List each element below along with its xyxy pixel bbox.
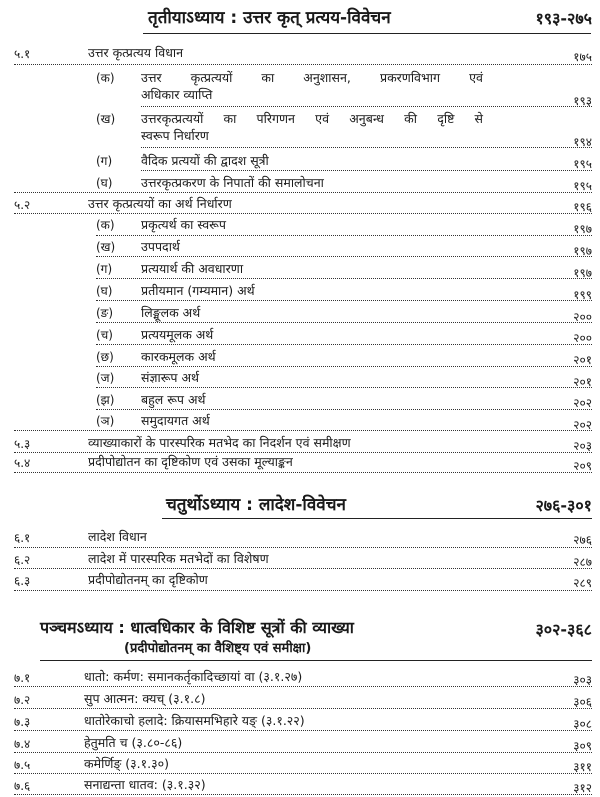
leader-line [96,387,592,388]
section-number: ६.१ [14,531,31,545]
page-number: २७६ [573,533,592,547]
subsection-label: (झ) [96,393,115,407]
subsection-label: (ख) [96,112,116,126]
leader-line [14,590,592,591]
subsection-label: (च) [96,328,113,342]
page-number: २०२ [573,396,592,410]
subsection-label: (घ) [96,284,113,298]
chapter-underline [40,660,592,661]
leader-line [14,568,592,569]
section-title: प्रदीपोद्योतनम् का दृष्टिकोण [88,572,208,587]
page-number: १९४ [573,135,592,149]
section-number: ७.६ [14,779,31,793]
leader-line [96,256,592,257]
subsection-label: (क) [96,218,115,232]
page-number: ३०८ [573,717,592,731]
page-number: १७५ [573,50,592,64]
leader-line [96,322,592,323]
page-number: ३११ [573,760,592,774]
leader-line [14,686,592,687]
section-title: उत्तर कृत्प्रत्यय विधान [88,45,184,60]
page-number: १९७ [573,266,592,280]
page-number: २८९ [573,576,592,590]
subsection-title: प्रत्ययमूलक अर्थ [141,327,214,342]
leader-line [96,235,592,236]
page-number: १९६ [573,200,592,214]
section-number: ५.४ [14,456,31,470]
section-title: कमेर्णिङ् (३.१.३०) [84,756,169,771]
leader-line [14,213,592,214]
page-number: २०२ [573,418,592,432]
section-number: ५.१ [14,47,31,61]
section-title: सुप आत्मन: क्यच् (३.१.८) [84,691,206,706]
section-title: धातो: कर्मण: समानकर्तृकादिच्छायां वा (३.१.२७) [84,669,303,684]
section-number: ७.३ [14,715,31,729]
section-title: लादेश में पारस्परिक मतभेदों का विशेषण [88,551,269,566]
subsection-title-cont: स्वरूप निर्धारण [141,128,209,143]
subsection-title: संज्ञारूप अर्थ [141,370,200,385]
page-number: १९५ [573,179,592,193]
subsection-title: उत्तरकृत्प्रकरण के निपातों की समालोचना [141,175,324,190]
section-number: ५.२ [14,198,31,212]
chapter-underline [162,518,592,519]
section-title: लादेश विधान [88,529,147,544]
leader-line [14,64,592,65]
chapter-subtitle: (प्रदीपोद्योतनम् का वैशिष्ट्य एवं समीक्षा) [124,641,312,656]
chapter-title: तृतीयाऽध्याय : उत्तर कृत् प्रत्यय-विवेचन [148,8,391,28]
section-title: हेतुमति च (३.८०-८६) [84,735,183,750]
page-number: २०० [573,310,592,324]
leader-line [96,366,592,367]
subsection-label: (छ) [96,350,114,364]
section-number: ७.१ [14,671,31,685]
chapter-pages: १९३-२७५ [535,9,592,28]
subsection-label: (ज) [96,371,115,385]
page-number: १९३ [573,94,592,108]
subsection-label: (घ) [96,176,113,190]
leader-line [14,794,592,795]
page-number: ३०९ [573,739,592,753]
subsection-label: (ग) [96,262,113,276]
page-number: २०० [573,331,592,345]
chapter-underline [143,33,591,34]
subsection-label: (ख) [96,240,116,254]
subsection-label: (ग) [96,154,113,168]
section-title: उत्तर कृत्प्रत्ययों का अर्थ निर्धारण [88,196,232,211]
subsection-title: उत्तरकृत्प्रत्ययों का परिगणन एवं अनुबन्ध की दृष्टि से [141,111,483,126]
page-number: १९९ [573,288,592,302]
page-number: ३०६ [573,695,592,709]
section-number: ५.३ [14,437,31,451]
section-title: व्याख्याकारों के पारस्परिक मतभेद का निदर्शन एवं समीक्षण [88,435,351,450]
leader-line [14,472,592,473]
subsection-label: (ञ) [96,414,115,428]
subsection-title: प्रकृत्यर्थ का स्वरूप [141,217,226,232]
subsection-title: प्रतीयमान (गम्यमान) अर्थ [141,283,255,298]
subsection-title-cont: अधिकार व्याप्ति [141,87,213,102]
page-number: २८७ [573,555,592,569]
page-number: १९७ [573,222,592,236]
chapter-pages: ३०२-३६८ [535,620,592,639]
leader-line [96,278,592,279]
leader-line [14,708,592,709]
leader-line [14,752,592,753]
leader-line [96,409,592,410]
leader-line [14,730,592,731]
subsection-title: बहुल रूप अर्थ [141,392,206,407]
subsection-title: उत्तर कृत्प्रत्ययों का अनुशासन, प्रकरणविभाग एवं [141,70,483,85]
chapter-pages: २७६-३०१ [535,496,592,515]
section-number: ७.२ [14,693,31,707]
section-number: ६.३ [14,574,31,588]
subsection-title: लिङ्मूलक अर्थ [141,305,201,320]
page-number: ३०३ [573,673,592,687]
subsection-label: (क) [96,71,115,85]
page-number: ३१२ [573,781,592,795]
subsection-title: प्रत्ययार्थ की अवधारणा [141,261,244,276]
section-title: सनाद्यन्ता धातव: (३.१.३२) [84,777,206,792]
leader-line [141,147,592,148]
page-number: २०१ [573,375,592,389]
chapter-title: चतुर्थोऽध्याय : लादेश-विवेचन [166,495,346,515]
page-number: २०३ [573,439,592,453]
section-title: प्रदीपोद्योतन का दृष्टिकोण एवं उसका मूल्याङ्कन [88,454,293,469]
leader-line [96,344,592,345]
page-number: २०१ [573,353,592,367]
section-title: धातोरेकाचो हलादे: क्रियासमभिहारे यङ् (३.१.२२) [84,713,305,728]
leader-line [14,430,592,431]
leader-line [96,300,592,301]
leader-line [141,106,592,107]
page-number: १९५ [573,157,592,171]
subsection-title: उपपदार्थ [141,239,180,254]
leader-line [14,192,592,193]
leader-line [141,170,592,171]
subsection-label: (ङ) [96,306,114,320]
section-number: ६.२ [14,553,31,567]
subsection-title: समुदायगत अर्थ [141,413,210,428]
chapter-title: पञ्चमऽध्याय : धात्वधिकार के विशिष्ट सूत्रों की व्याख्या [40,618,354,637]
leader-line [14,773,592,774]
subsection-title: कारकमूलक अर्थ [141,349,216,364]
section-number: ७.४ [14,737,31,751]
page-number: १९७ [573,244,592,258]
subsection-title: वैदिक प्रत्ययों की द्वादश सूत्री [141,153,269,168]
page-number: २०९ [573,459,592,473]
leader-line [14,547,592,548]
section-number: ७.५ [14,758,31,772]
